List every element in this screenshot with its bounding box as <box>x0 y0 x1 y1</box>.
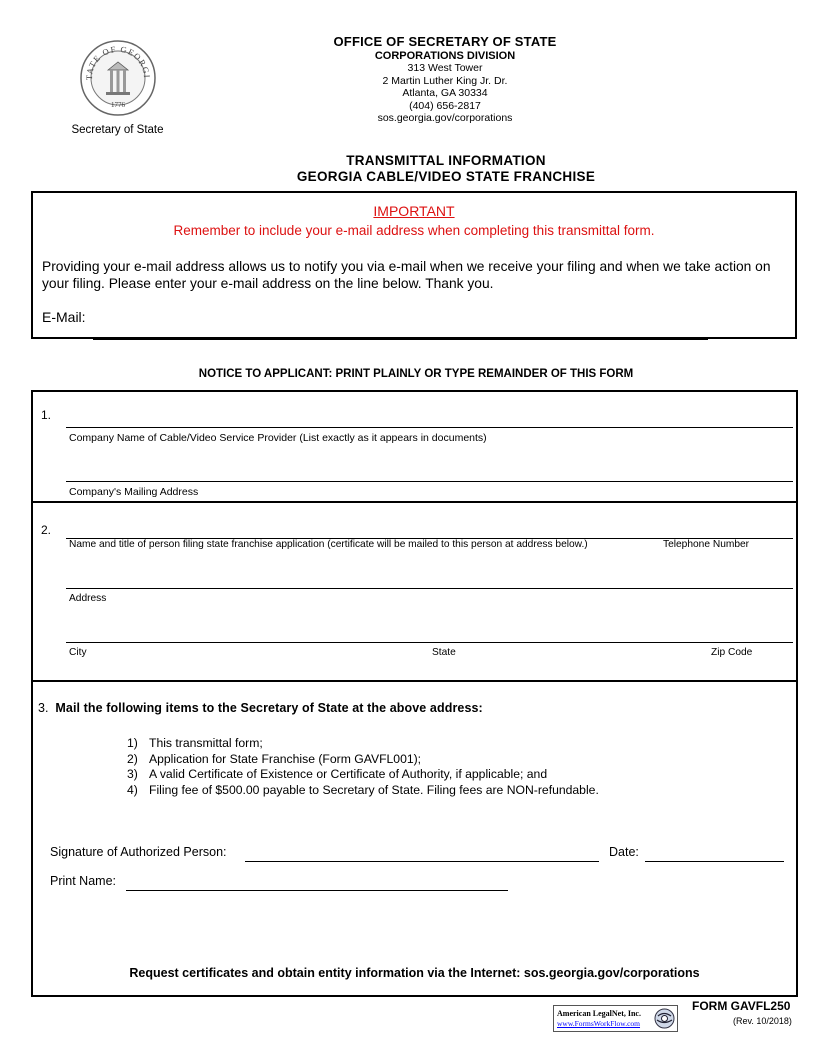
important-message: Remember to include your e-mail address when completing this transmittal form. <box>173 223 655 238</box>
address-caption: Address <box>69 593 107 604</box>
address-field[interactable] <box>66 573 793 589</box>
notice-to-applicant: NOTICE TO APPLICANT: PRINT PLAINLY OR TYPE REMAINDER OF THIS FORM <box>198 368 634 380</box>
office-phone: (404) 656-2817 <box>409 99 481 112</box>
address-line-1: 313 West Tower <box>407 62 483 74</box>
list-item: 4) Filing fee of $500.00 payable to Secretary of State. Filing fees are NON-refundable. <box>127 782 599 797</box>
print-name-field[interactable] <box>126 876 508 891</box>
globe-icon <box>654 1008 675 1029</box>
address-line-2: 2 Martin Luther King Jr. Dr. <box>382 74 508 87</box>
zip-caption: Zip Code <box>711 647 753 658</box>
company-name-caption: Company Name of Cable/Video Service Provider (List exactly as it appears in documents) <box>69 432 487 444</box>
city-state-zip-field[interactable] <box>66 627 793 643</box>
email-label: E-Mail: <box>42 309 86 325</box>
office-header <box>300 34 590 125</box>
section-3-heading-text: Mail the following items to the Secretary of State at the above address: <box>55 701 483 715</box>
signature-field[interactable] <box>245 847 599 862</box>
division-name: CORPORATIONS DIVISION <box>374 50 516 62</box>
email-instructions: Providing your e-mail address allows us to notify you via e-mail when we receive your filing and when we take action on your filing. Please enter your e-mail address on the line below. Thank you. <box>42 259 771 291</box>
internet-note: Request certificates and obtain entity information via the Internet: sos.georgia.gov/corporations <box>129 966 700 980</box>
address-line-3: Atlanta, GA 30334 <box>402 87 488 100</box>
section-3-number: 3. <box>38 701 49 715</box>
list-item: 1) This transmittal form; <box>127 736 263 750</box>
seal-caption: Secretary of State <box>71 124 164 136</box>
print-name-label: Print Name: <box>50 874 116 888</box>
email-field[interactable] <box>93 325 708 340</box>
mailing-address-caption: Company's Mailing Address <box>69 486 199 498</box>
important-box <box>31 191 797 339</box>
mail-items-list <box>127 736 599 798</box>
form-title-line-2: GEORGIA CABLE/VIDEO STATE FRANCHISE <box>296 168 596 184</box>
state-caption: State <box>432 647 456 658</box>
form-revision: (Rev. 10/2018) <box>733 1016 792 1026</box>
form-number: FORM GAVFL250 <box>692 999 791 1013</box>
section-divider-1 <box>33 501 796 503</box>
telephone-caption: Telephone Number <box>663 539 750 550</box>
section-2-number: 2. <box>41 523 52 537</box>
signature-label: Signature of Authorized Person: <box>50 845 227 859</box>
seal-top-text: TATE OF GEORGI <box>83 43 153 81</box>
list-item: 2) Application for State Franchise (Form GAVFL001); <box>127 751 422 766</box>
office-name: OFFICE OF SECRETARY OF STATE <box>333 34 557 49</box>
seal-year: 1776 <box>111 101 125 109</box>
section-1-number: 1. <box>41 408 52 422</box>
form-title <box>200 153 692 184</box>
form-title-line-1: TRANSMITTAL INFORMATION <box>346 153 546 168</box>
date-field[interactable] <box>645 847 784 862</box>
office-website: sos.georgia.gov/corporations <box>377 112 513 125</box>
form-body-box <box>31 390 798 997</box>
list-item: 3) A valid Certificate of Existence or Certificate of Authority, if applicable; and <box>127 767 548 781</box>
company-name-field[interactable] <box>66 412 793 428</box>
name-title-caption: Name and title of person filing state franchise application (certificate will be mailed to this person at address below.) <box>69 539 588 550</box>
important-heading: IMPORTANT <box>373 203 455 219</box>
americanlegalnet-logo <box>553 1005 678 1032</box>
city-caption: City <box>69 647 87 658</box>
section-divider-2 <box>33 680 796 682</box>
logo-company-name: American LegalNet, Inc. <box>557 1009 641 1018</box>
name-title-field[interactable] <box>66 523 793 539</box>
logo-website-link[interactable]: www.FormsWorkFlow.com <box>557 1019 641 1028</box>
date-label: Date: <box>609 845 639 859</box>
georgia-state-seal <box>80 40 156 116</box>
section-3-heading <box>38 701 483 715</box>
mailing-address-field[interactable] <box>66 466 793 482</box>
